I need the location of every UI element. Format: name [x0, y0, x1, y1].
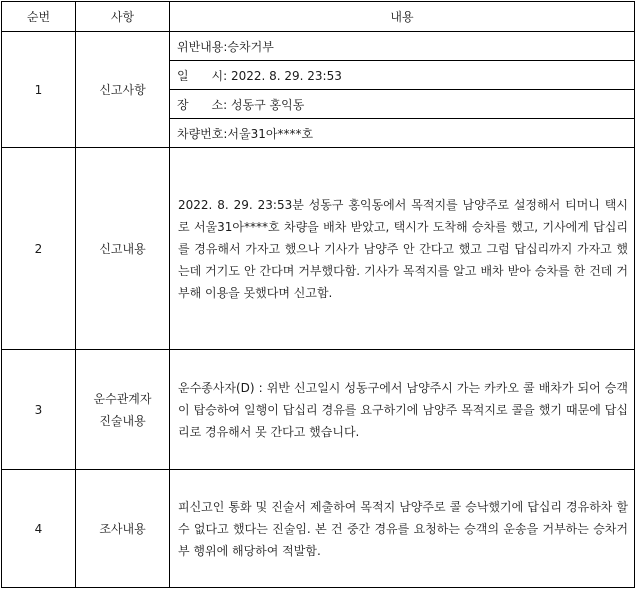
field-violation: [170, 32, 635, 61]
header-row: [2, 2, 635, 32]
field-vehicle-number: [170, 119, 635, 148]
field-value: 서울31아****호: [227, 126, 314, 141]
statement-content-text: 운수종사자(D) : 위반 신고일시 성동구에서 남양주시 가는 카카오 콜 배차가 되어 승객이 탑승하여 일행이 답십리 경유를 요구하기에 남양주 목적지로 콜을 했기 때문에 답십리로 경유해서 못 간다고 했습니다.: [170, 350, 635, 470]
field-label: 장 소:: [177, 97, 231, 112]
header-item: 사항: [76, 2, 170, 32]
field-label: 일 시:: [177, 68, 231, 83]
row-number: 3: [2, 350, 76, 470]
violation-report-table: [1, 1, 635, 588]
field-value: 성동구 홍익동: [230, 97, 305, 112]
field-location: [170, 90, 635, 119]
field-label: 차량번호:: [177, 126, 228, 141]
report-content-text: 2022. 8. 29. 23:53분 성동구 홍익동에서 목적지를 남양주로 설정해서 티머니 택시로 서울31아****호 차량을 배차 받았고, 택시가 도착해 승차를 했고, 기사에게 답십리를 경유해서 가자고 했으나 기사가 남양주 안 간다고 했고 그럼 답십리까지 가자고 했는데 거기도 안 간다며 거부했다함. 기사가 목적지를 알고 배차 받아 승차를 한 건데 거부해 이용을 못했다며 신고함.: [170, 148, 635, 350]
row-number: 2: [2, 148, 76, 350]
row-item: 신고사항: [76, 32, 170, 148]
field-datetime: [170, 61, 635, 90]
row-item: 신고내용: [76, 148, 170, 350]
table-row: [2, 350, 635, 470]
row-item: [76, 350, 170, 470]
header-no: 순번: [2, 2, 76, 32]
row-item-line: 진술내용: [99, 413, 146, 428]
table-row: [2, 148, 635, 350]
row-number: 1: [2, 32, 76, 148]
field-label: 위반내용:: [177, 39, 228, 54]
row-number: 4: [2, 470, 76, 588]
header-content: 내용: [170, 2, 635, 32]
table-row: [2, 32, 635, 61]
row-item-line: 운수관계자: [93, 391, 152, 406]
investigation-content-text: 피신고인 통화 및 진술서 제출하여 목적지 남양주로 콜 승낙했기에 답십리 경유하차 할 수 없다고 했다는 진술임. 본 건 중간 경유를 요청하는 승객의 운송을 거부하는 승차거부 행위에 해당하여 적발함.: [170, 470, 635, 588]
field-value: 2022. 8. 29. 23:53: [230, 68, 342, 83]
table-row: [2, 470, 635, 588]
field-value: 승차거부: [227, 39, 274, 54]
row-item: 조사내용: [76, 470, 170, 588]
